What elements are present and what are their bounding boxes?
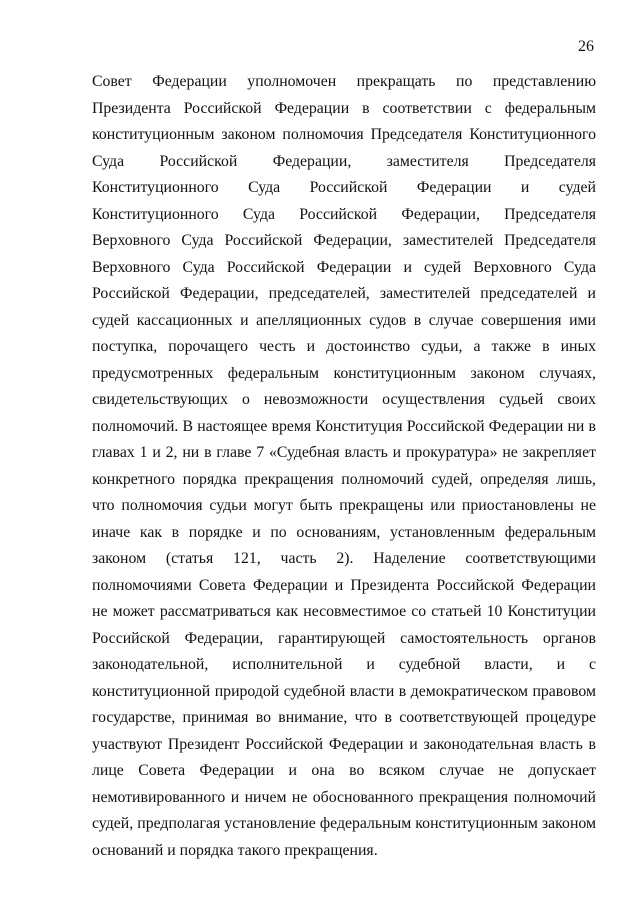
page-number: 26 [578,38,594,55]
body-paragraph: Совет Федерации уполномочен прекращать по представлению Президента Российской Федерации в соответствии с федеральным конституционным законом полномочия Председателя Конституционного Суда Российской Федерации, заместителя Председателя Конституционного Суда Российской Федерации и судей Конституционного Суда Российской Федерации, Председателя Верховного Суда Российской Федерации, заместителей Председателя Верховного Суда Российской Федерации и судей Верховного Суда Российской Федерации, председателей, заместителей председателей и судей кассационных и апелляционных судов в случае совершения ими поступка, порочащего честь и достоинство судьи, а также в иных предусмотренных федеральным конституционным законом случаях, свидетельствующих о невозможности осуществления судьей своих полномочий. В настоящее время Конституция Российской Федерации ни в главах 1 и 2, ни в главе 7 «Судебная власть и прокуратура» не закрепляет конкретного порядка прекращения полномочий судей, определяя лишь, что полномочия судьи могут быть прекращены или приостановлены не иначе как в порядке и по основаниям, установленным федеральным законом (статья 121, часть 2). Наделение соответствующими полномочиями Совета Федерации и Президента Российской Федерации не может рассматриваться как несовместимое со статьей 10 Конституции Российской Федерации, гарантирующей самостоятельность органов законодательной, исполнительной и судебной власти, и с конституционной природой судебной власти в демократическом правовом государстве, принимая во внимание, что в соответствующей процедуре участвуют Президент Российской Федерации и законодательная власть в лице Совета Федерации и она во всяком случае не допускает немотивированного и ничем не обоснованного прекращения полномочий судей, предполагая установление федеральным конституционным законом оснований и порядка такого прекращения. [92,73,596,859]
